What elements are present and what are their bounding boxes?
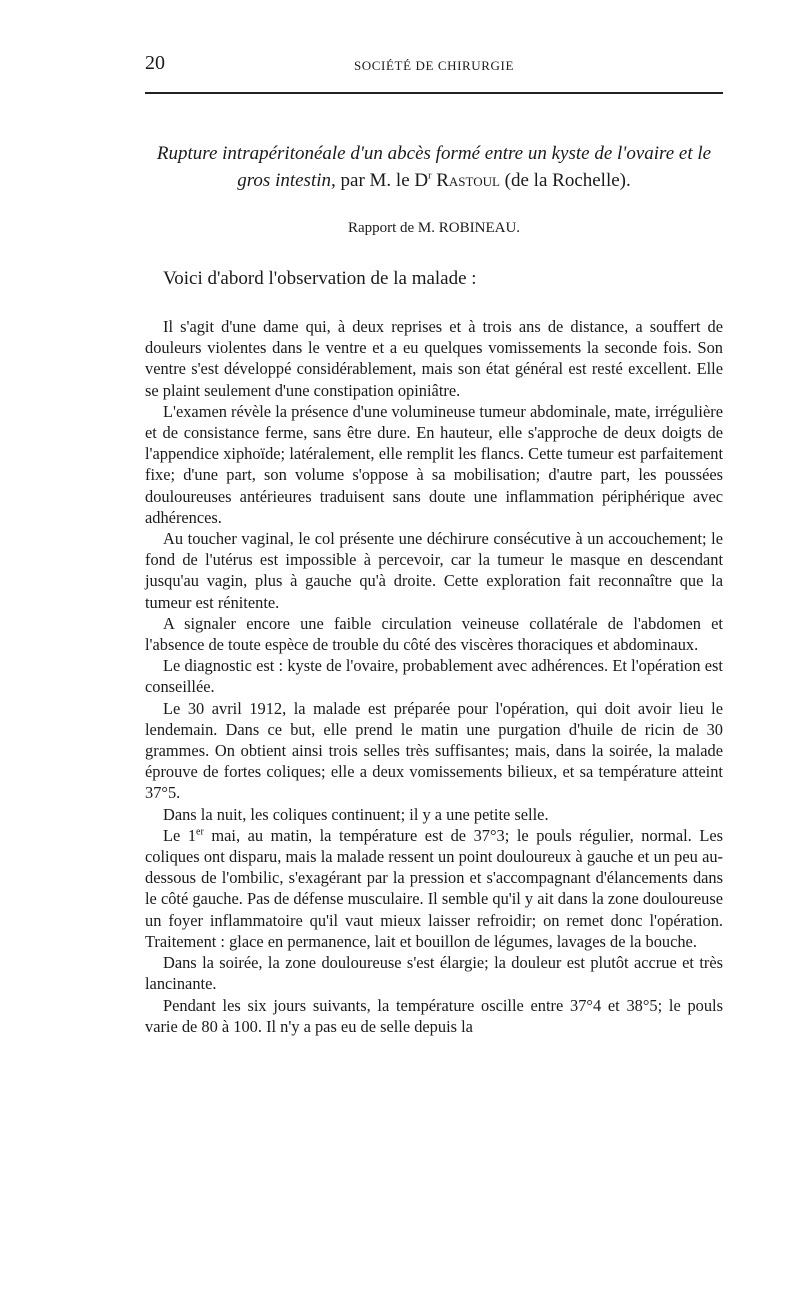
paragraph: Pendant les six jours suivants, la température oscille entre 37°4 et 38°5; le pouls varie de 80 à 100. Il n'y a pas eu de selle depuis la <box>145 995 723 1036</box>
may-rest: mai, au matin, la température est de 37°3; le pouls régulier, normal. Les coliques ont disparu, mais la malade ressent un point douloureux à gauche et un peu au-dessous de l'ombilic, s'exagérant par la pression et s'accompagnant d'élancements dans le côté gauche. Pas de défense musculaire. Il semble qu'il y ait dans la zone douloureuse un foyer inflammatoire qu'il vaut mieux laisser refroidir; on remet donc l'opération. Traitement : glace en permanence, lait et bouillon de légumes, lavages de la bouche. <box>145 825 723 951</box>
paragraph: Il s'agit d'une dame qui, à deux reprises et à trois ans de distance, a souffert de douleurs violentes dans le ventre et a eu quelques vomissements la seconde fois. Son ventre s'est développé considérablement, mais son état général est resté excellent. Elle se plaint seulement d'une constipation opiniâtre. <box>145 317 723 400</box>
article-title <box>145 140 723 194</box>
page-number: 20 <box>145 52 165 74</box>
paragraph: Le 30 avril 1912, la malade est préparée pour l'opération, qui doit avoir lieu le lendemain. Dans ce but, elle prend le matin une purgation d'huile de ricin de 30 grammes. On obtient ainsi trois selles très suffisantes; mais, dans la soirée, la malade éprouve de fortes coliques; elle a deux vomissements bilieux, et sa température atteint 37°5. <box>145 698 723 803</box>
body-text <box>145 316 723 1037</box>
paragraph: Dans la soirée, la zone douloureuse s'est élargie; la douleur est plutôt accrue et très lancinante. <box>145 953 723 994</box>
intro-heading: Voici d'abord l'observation de la malade : <box>163 268 477 289</box>
running-head: SOCIÉTÉ DE CHIRURGIE <box>353 58 515 73</box>
title-place: (de la Rochelle). <box>499 170 631 191</box>
paragraph: Au toucher vaginal, le col présente une déchirure consécutive à un accouchement; le fond de l'utérus est impossible à percevoir, car la tumeur le masque en descendant jusqu'au vagin, plus à gauche qu'à droite. Cette exploration fait reconnaître que la tumeur est rénitente. <box>145 529 723 612</box>
title-by: par M. le D <box>335 170 429 191</box>
title-dr-sup: r <box>428 170 432 182</box>
paragraph: Le diagnostic est : kyste de l'ovaire, probablement avec adhérences. Et l'opération est conseillée. <box>145 656 723 697</box>
paragraph: A signaler encore une faible circulation veineuse collatérale de l'abdomen et l'absence de toute espèce de trouble du côté des viscères thoraciques et abdominaux. <box>145 613 723 655</box>
report-line: Rapport de M. ROBINEAU. <box>347 220 521 236</box>
paragraph-may <box>145 825 723 952</box>
paragraph: L'examen révèle la présence d'une volumineuse tumeur abdominale, mate, irrégulière et de consistance ferme, sans être dure. En hauteur, elle s'approche de deux doigts de l'appendice xiphoïde; latéralement, elle remplit les flancs. Cette tumeur est parfaitement fixe; d'une part, son volume s'oppose à sa mobilisation; d'autre part, les poussées douloureuses antérieures traduisent sans doute une inflammation périphérique avec adhérences. <box>145 401 723 527</box>
header-rule <box>145 92 723 94</box>
paragraph: Dans la nuit, les coliques continuent; il y a une petite selle. <box>163 804 549 824</box>
may-sup: er <box>196 826 204 838</box>
may-le: Le 1 <box>163 825 197 845</box>
title-author: Rastoul <box>436 170 500 191</box>
page-header <box>145 52 723 82</box>
title-italic: Rupture intrapéritonéale d'un abcès formé entre un kyste de l'ovaire et le gros intestin, <box>156 143 712 191</box>
